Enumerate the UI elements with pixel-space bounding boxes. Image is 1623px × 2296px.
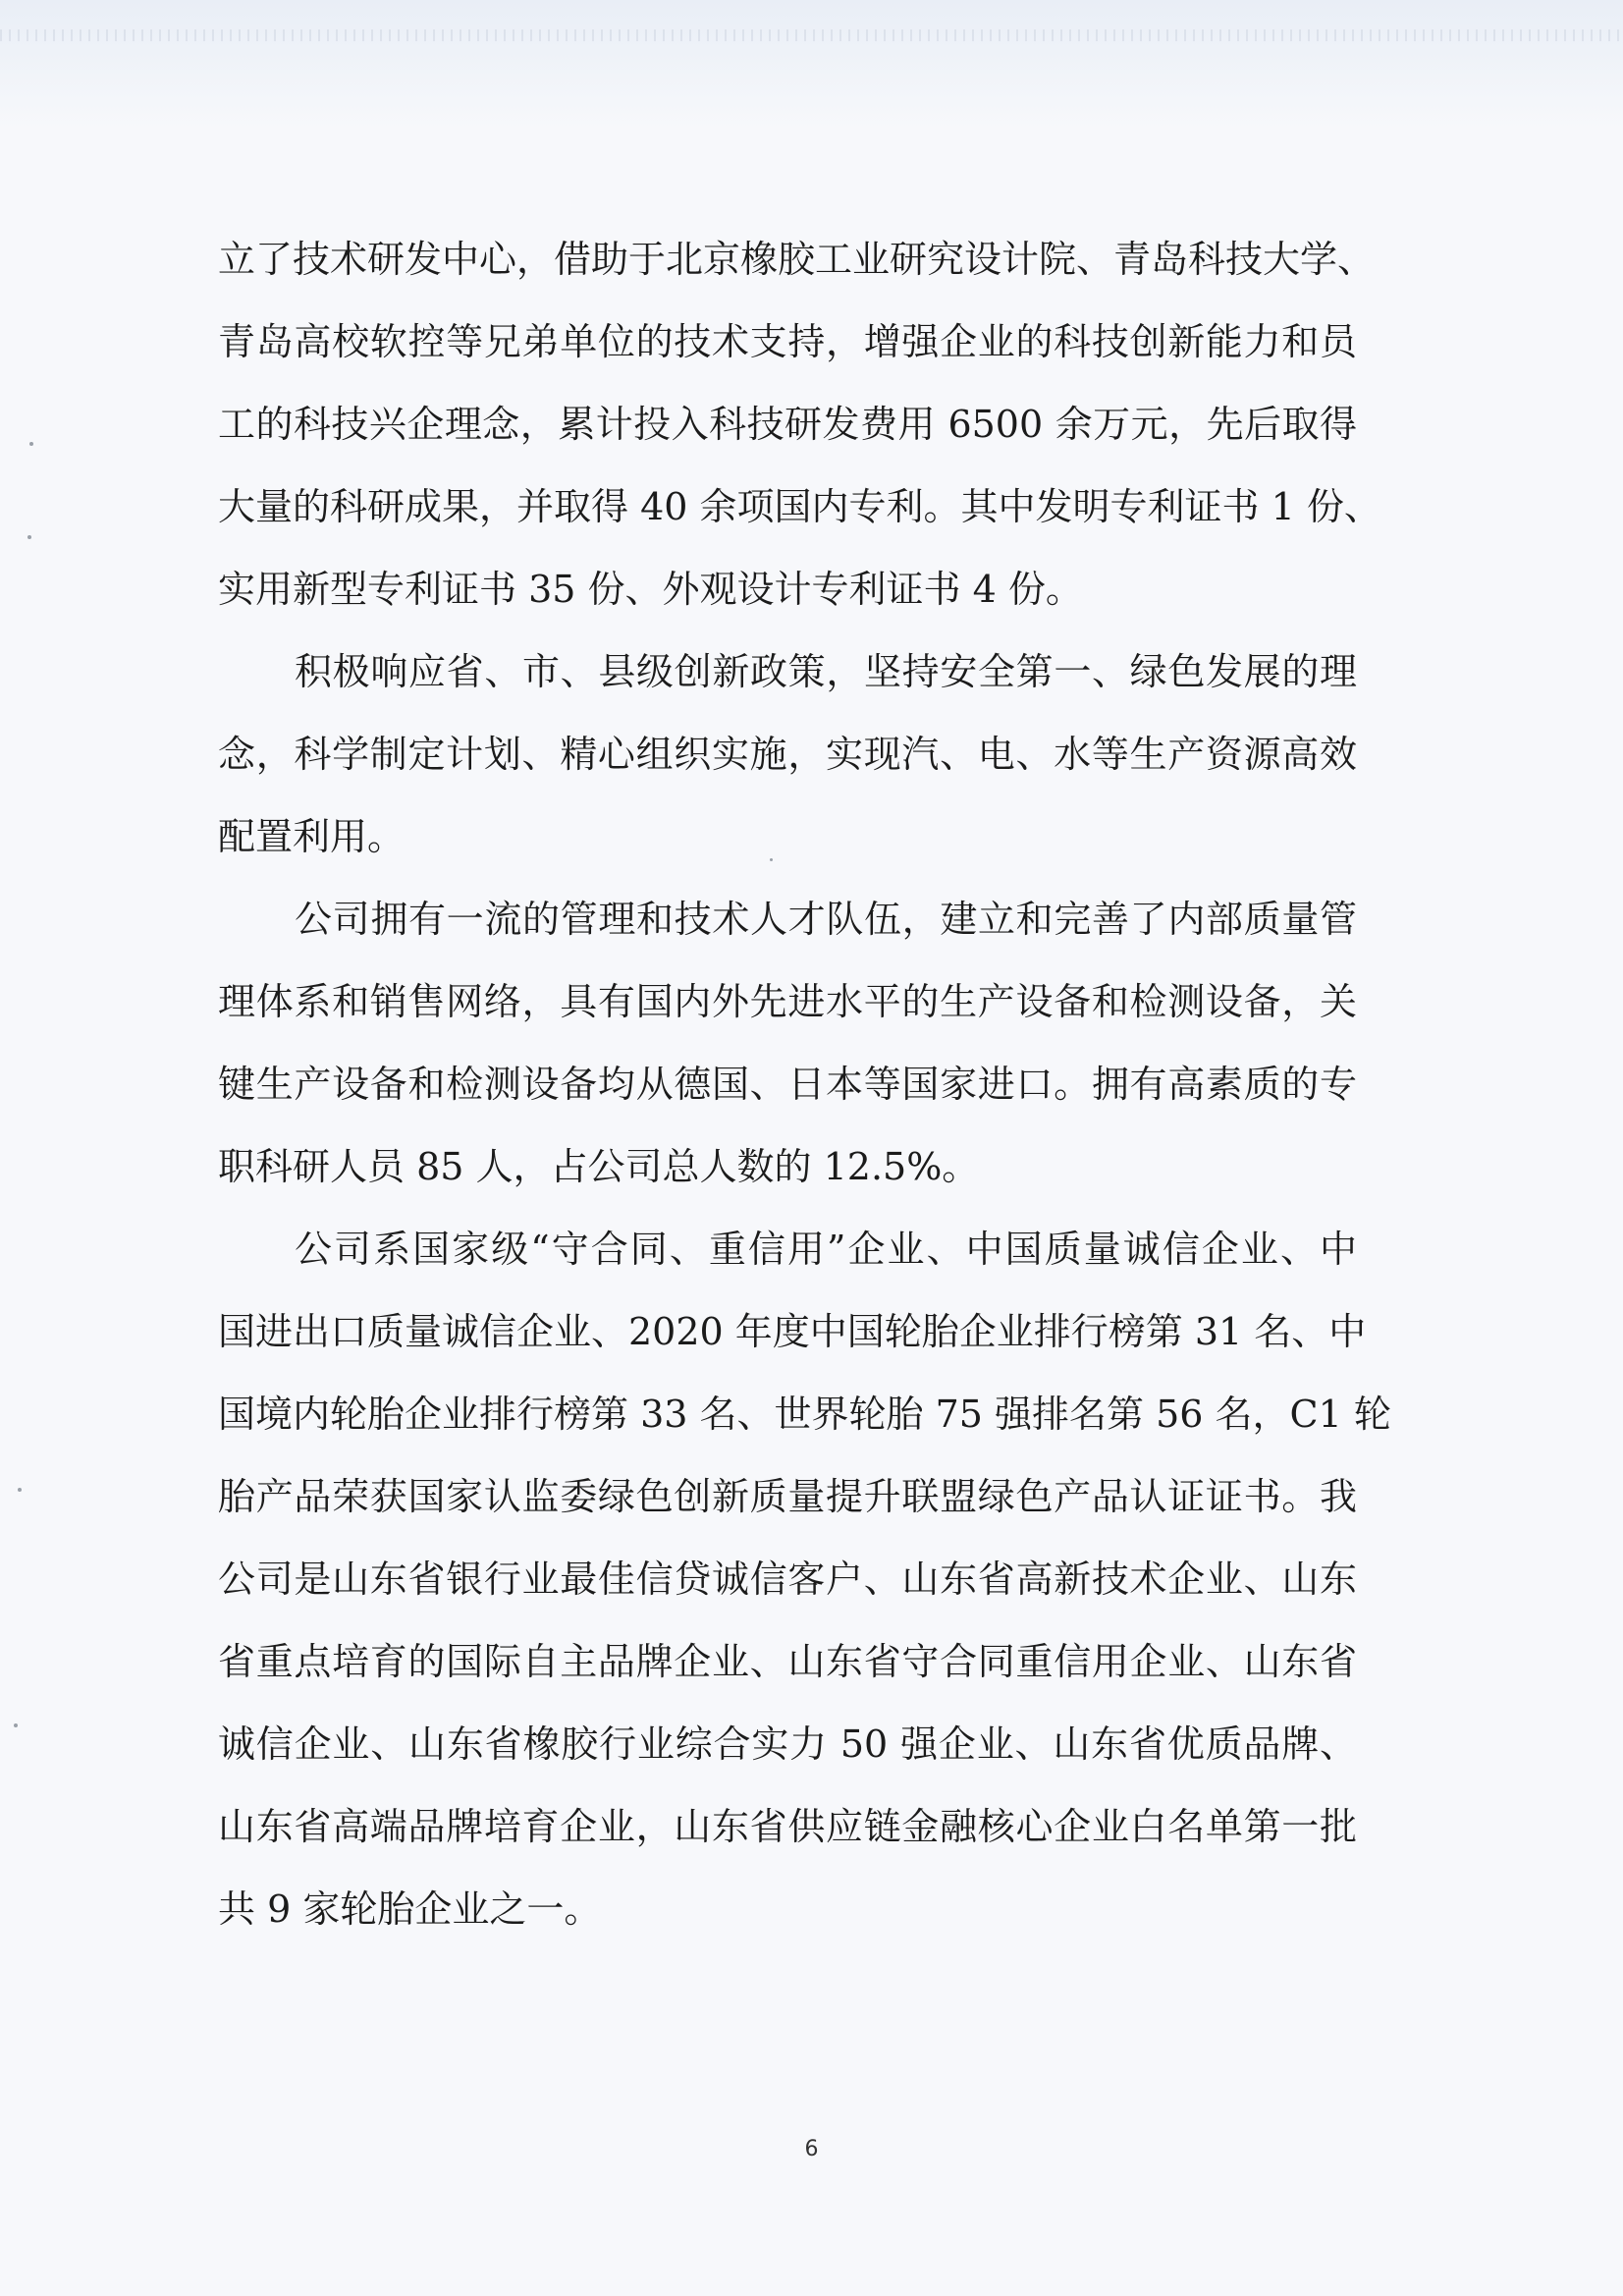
text-line: 公司是山东省银行业最佳信贷诚信客户、山东省高新技术企业、山东 bbox=[218, 1558, 1357, 1601]
paragraph-research-center bbox=[218, 218, 1381, 630]
text-line: 胎产品荣获国家认监委绿色创新质量提升联盟绿色产品认证证书。我 bbox=[218, 1475, 1357, 1518]
text-line: 公司拥有一流的管理和技术人才队伍，建立和完善了内部质量管 bbox=[295, 898, 1357, 941]
text-line: 配置利用。 bbox=[218, 815, 406, 858]
text-line: 大量的科研成果，并取得 40 余项国内专利。其中发明专利证书 1 份、 bbox=[218, 485, 1381, 528]
scan-speck bbox=[18, 1488, 22, 1492]
text-line: 诚信企业、山东省橡胶行业综合实力 50 强企业、山东省优质品牌、 bbox=[218, 1722, 1357, 1766]
paragraph-innovation-policy bbox=[218, 630, 1357, 878]
scan-speck bbox=[14, 1723, 18, 1727]
paragraph-honors bbox=[218, 1208, 1391, 1950]
document-body bbox=[218, 218, 1391, 1950]
page-number: 6 bbox=[804, 2137, 819, 2161]
scan-noise-strip bbox=[0, 29, 1623, 41]
text-line: 省重点培育的国际自主品牌企业、山东省守合同重信用企业、山东省 bbox=[218, 1640, 1357, 1683]
text-line: 共 9 家轮胎企业之一。 bbox=[218, 1887, 602, 1931]
text-line: 职科研人员 85 人，占公司总人数的 12.5%。 bbox=[218, 1145, 980, 1188]
scan-speck bbox=[29, 442, 33, 446]
text-line: 公司系国家级“守合同、重信用”企业、中国质量诚信企业、中 bbox=[295, 1228, 1357, 1271]
text-line: 实用新型专利证书 35 份、外观设计专利证书 4 份。 bbox=[218, 568, 1083, 611]
text-line: 国境内轮胎企业排行榜第 33 名、世界轮胎 75 强排名第 56 名，C1 轮 bbox=[218, 1393, 1391, 1436]
text-line: 国进出口质量诚信企业、2020 年度中国轮胎企业排行榜第 31 名、中 bbox=[218, 1310, 1367, 1353]
text-line: 念，科学制定计划、精心组织实施，实现汽、电、水等生产资源高效 bbox=[218, 733, 1357, 776]
scan-speck bbox=[27, 535, 31, 539]
scan-header-shading bbox=[0, 0, 1623, 128]
text-line: 工的科技兴企理念，累计投入科技研发费用 6500 余万元，先后取得 bbox=[218, 403, 1357, 446]
text-line: 山东省高端品牌培育企业，山东省供应链金融核心企业白名单第一批 bbox=[218, 1805, 1357, 1848]
text-line: 键生产设备和检测设备均从德国、日本等国家进口。拥有高素质的专 bbox=[218, 1063, 1357, 1106]
text-line: 青岛高校软控等兄弟单位的技术支持，增强企业的科技创新能力和员 bbox=[218, 320, 1357, 363]
text-line: 立了技术研发中心，借助于北京橡胶工业研究设计院、青岛科技大学、 bbox=[218, 238, 1376, 281]
text-line: 理体系和销售网络，具有国内外先进水平的生产设备和检测设备，关 bbox=[218, 980, 1357, 1023]
paragraph-talent-team bbox=[218, 878, 1357, 1208]
text-line: 积极响应省、市、县级创新政策，坚持安全第一、绿色发展的理 bbox=[295, 650, 1357, 693]
